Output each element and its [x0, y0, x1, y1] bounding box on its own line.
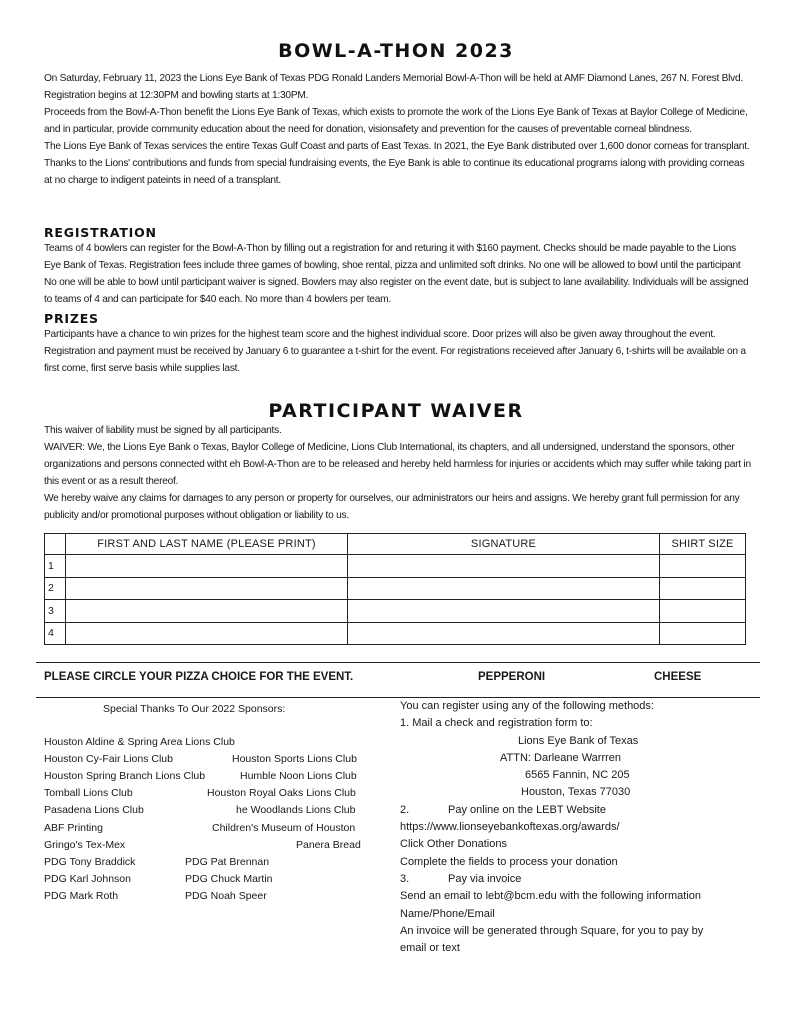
info-required: Name/Phone/Email	[400, 907, 495, 920]
invoice-note: An invoice will be generated through Square, for you to pay by	[400, 924, 704, 937]
sponsor-item: PDG Pat Brennan	[185, 856, 270, 868]
row-number: 4	[45, 622, 66, 645]
waiver-line: WAIVER: We, the Lions Eye Bank o Texas, Baylor College of Medicine, Lions Club International, its chapters, and all undersigned, understand the sponsors, other organizations and persons connected witht eh Bowl-A-Thon are to be released and hereby held harmless for injuries or accidents which may suffer while taking part in this event or as a result thereof.	[44, 442, 751, 487]
registration-section	[44, 240, 752, 308]
method-online	[400, 802, 780, 819]
prizes-text: Participants have a chance to win prizes for the highest team score and the highest individual score. Door prizes will also be given away throughout the event.	[44, 329, 716, 340]
sponsor-item: he Woodlands Lions Club	[236, 804, 356, 816]
row-number: 1	[45, 555, 66, 578]
sponsor-item: Houston Royal Oaks Lions Club	[207, 787, 356, 799]
name-field[interactable]	[66, 555, 348, 578]
table-row	[45, 622, 746, 645]
shirt-size-field[interactable]	[660, 622, 746, 645]
name-field[interactable]	[66, 622, 348, 645]
name-field[interactable]	[66, 577, 348, 600]
address-line: Houston, Texas 77030	[521, 786, 631, 799]
method-mail: 1. Mail a check and registration form to:	[400, 717, 593, 730]
registration-methods	[400, 698, 780, 957]
sponsor-item: PDG Chuck Martin	[185, 873, 273, 885]
row-number: 2	[45, 577, 66, 600]
sponsor-item: Humble Noon Lions Club	[240, 770, 357, 782]
sponsor-item: Tomball Lions Club	[44, 787, 133, 799]
pizza-option-cheese[interactable]: CHEESE	[654, 671, 702, 683]
waiver-line: We hereby waive any claims for damages to any person or property for ourselves, our administrators our heirs and assigns. We hereby grant full permission for any publicity and/or promotional purposes without obligation or liability to us.	[44, 493, 740, 521]
page-title: BOWL-A-THON 2023	[278, 40, 514, 62]
intro-paragraph: The Lions Eye Bank of Texas services the entire Texas Gulf Coast and parts of East Texas. In 2021, the Eye Bank distributed over 1,600 donor corneas for transplant.	[44, 141, 750, 152]
invoice-note: email or text	[400, 942, 460, 955]
prizes-heading: PRIZES	[44, 311, 99, 326]
email-instruction: Send an email to lebt@bcm.edu with the following information	[400, 890, 701, 903]
name-field[interactable]	[66, 600, 348, 623]
registration-text: Teams of 4 bowlers can register for the Bowl-A-Thon by filling out a registration for and returing it with $160 payment. Checks should be made payable to the Lions Eye Bank of Texas. Registration fees include three games of bowling, shoe rental, pizza and unlimited soft drinks. No one will be allowed to bowl until the participant No one will be able to bowl until participant waiver is signed. Bowlers may also register on the event date, but is subject to lane availability. Individuals will be assigned to teams of 4 and can participate for $40 each. No more than 4 bowlers per team.	[44, 243, 749, 305]
sponsors-title: Special Thanks To Our 2022 Sponsors:	[103, 703, 286, 715]
table-header-row	[45, 534, 746, 555]
sponsor-item: PDG Karl Johnson	[44, 873, 131, 885]
divider	[36, 662, 760, 663]
signature-field[interactable]	[348, 600, 660, 623]
registration-heading: REGISTRATION	[44, 225, 157, 240]
sponsor-item: Gringo's Tex-Mex	[44, 839, 126, 851]
shirt-size-field[interactable]	[660, 577, 746, 600]
prizes-section	[44, 326, 752, 377]
sponsor-item: PDG Tony Braddick	[44, 856, 136, 868]
column-header-signature: SIGNATURE	[348, 534, 660, 555]
methods-intro: You can register using any of the following methods:	[400, 700, 654, 712]
waiver-title: PARTICIPANT WAIVER	[268, 400, 524, 422]
intro-paragraph: Proceeds from the Bowl-A-Thon benefit the Lions Eye Bank of Texas, which exists to promote the work of the Lions Eye Bank of Texas at Baylor College of Medicine, and in particular, provide community education about the need for donation, visionsafety and prevention for the causes of preventable corneal blindness.	[44, 107, 748, 135]
sponsor-item: Houston Cy-Fair Lions Club	[44, 753, 173, 765]
complete-instruction: Complete the fields to process your donation	[400, 855, 618, 868]
table-row	[45, 555, 746, 578]
waiver-line: This waiver of liability must be signed by all participants.	[44, 425, 282, 436]
website-link[interactable]: https://www.lionseyebankoftexas.org/awards/	[400, 821, 620, 834]
pizza-option-pepperoni[interactable]: PEPPERONI	[478, 671, 546, 683]
method-invoice	[400, 871, 780, 888]
sponsor-item: Houston Aldine & Spring Area Lions Club	[44, 736, 235, 748]
method-number: 3.	[400, 872, 410, 885]
method-number: 2.	[400, 803, 410, 816]
sponsor-item: PDG Mark Roth	[44, 890, 119, 902]
column-header-name: FIRST AND LAST NAME (PLEASE PRINT)	[66, 534, 348, 555]
sponsor-item: Houston Spring Branch Lions Club	[44, 770, 206, 782]
address-line: 6565 Fannin, NC 205	[525, 769, 630, 782]
click-instruction: Click Other Donations	[400, 838, 507, 851]
method-invoice-label: Pay via invoice	[448, 872, 522, 885]
signature-field[interactable]	[348, 577, 660, 600]
row-number: 3	[45, 600, 66, 623]
sponsor-item: Children's Museum of Houston	[212, 822, 356, 834]
sponsor-item: PDG Noah Speer	[185, 890, 267, 902]
participant-table	[44, 533, 746, 645]
column-header-shirt-size: SHIRT SIZE	[660, 534, 746, 555]
sponsor-item: ABF Printing	[44, 822, 103, 834]
signature-field[interactable]	[348, 555, 660, 578]
pizza-prompt: PLEASE CIRCLE YOUR PIZZA CHOICE FOR THE EVENT.	[44, 671, 354, 683]
sponsor-item: Houston Sports Lions Club	[232, 753, 357, 765]
shirt-size-field[interactable]	[660, 555, 746, 578]
signature-field[interactable]	[348, 622, 660, 645]
sponsor-item: Pasadena Lions Club	[44, 804, 144, 816]
address-line: Lions Eye Bank of Texas	[518, 734, 639, 747]
address-line: ATTN: Darleane Warrren	[500, 751, 622, 764]
sponsor-item: Panera Bread	[296, 839, 361, 851]
table-row	[45, 600, 746, 623]
intro-section	[44, 70, 752, 189]
intro-paragraph: Thanks to the Lions' contributions and funds from special fundraising events, the Eye Bank is able to continue its educational programs ialong with providing corneas at no charge to indigent pateints in need of a transplant.	[44, 158, 745, 186]
waiver-section	[44, 422, 752, 524]
table-row	[45, 577, 746, 600]
column-header-number	[45, 534, 66, 555]
intro-paragraph: On Saturday, February 11, 2023 the Lions Eye Bank of Texas PDG Ronald Landers Memorial Bowl-A-Thon will be held at AMF Diamond Lanes, 267 N. Forest Blvd. Registration begins at 12:30PM and bowling starts at 1:30PM.	[44, 73, 744, 101]
shirt-size-field[interactable]	[660, 600, 746, 623]
method-online-label: Pay online on the LEBT Website	[448, 803, 606, 816]
tshirt-text: Registration and payment must be received by January 6 to guarantee a t-shirt for the event. For registrations receieved after January 6, t-shirts will be available on a first come, first serve basis while supplies last.	[44, 346, 746, 374]
